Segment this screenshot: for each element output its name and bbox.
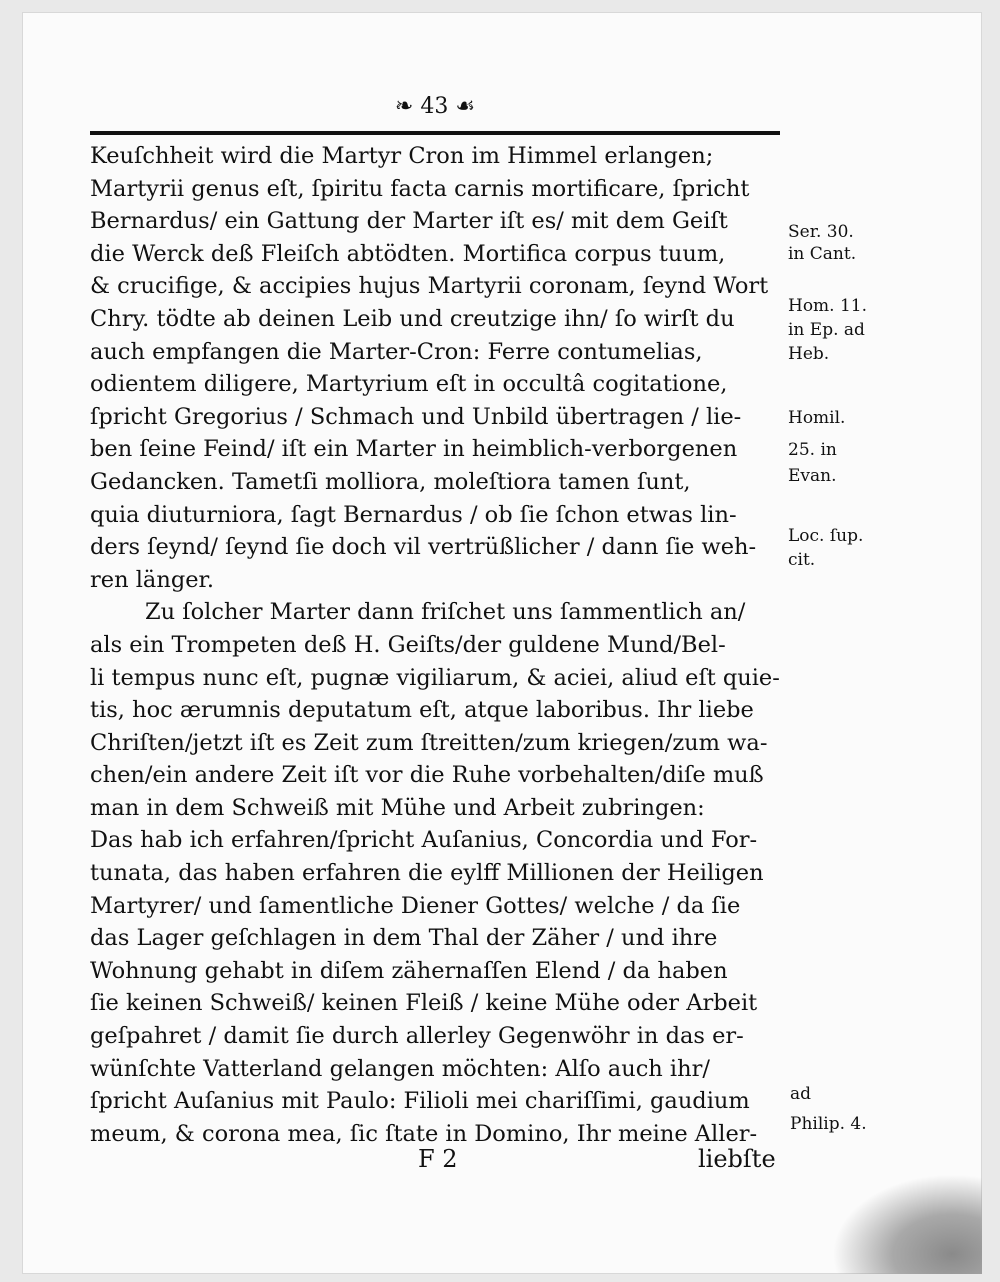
margin-note: Homil. [788,408,846,428]
text-line: & crucifige, & accipies hujus Martyrii coronam, ſeynd Wort [90,273,769,300]
text-line: odientem diligere, Martyrium eſt in occultâ cogitatione, [90,371,728,398]
margin-note: Philip. 4. [790,1114,867,1134]
ornament-right-icon: ☙ [455,94,476,119]
text-line: das Lager geſchlagen in dem Thal der Zäher / und ihre [90,925,718,952]
text-line: Martyrii genus eſt, ſpiritu facta carnis mortificare, ſpricht [90,175,750,202]
text-line: man in dem Schweiß mit Mühe und Arbeit zubringen: [90,794,705,821]
text-line: auch empfangen die Marter-Cron: Ferre contumelias, [90,338,703,365]
text-line: Zu ſolcher Marter dann friſchet uns ſammentlich an/ [145,599,746,626]
margin-note: 25. in [788,440,837,460]
margin-note: in Ep. ad [788,320,865,340]
margin-note: cit. [788,550,816,570]
text-line: li tempus nunc eſt, pugnæ vigiliarum, & aciei, aliud eſt quie- [90,664,780,691]
text-line: ſpricht Auſanius mit Paulo: Filioli mei chariſſimi, gaudium [90,1088,750,1115]
text-line: Chriſten/jetzt iſt es Zeit zum ſtreitten/zum kriegen/zum wa- [90,729,768,756]
page-number: 43 [420,94,449,119]
signature-mark: F 2 [418,1145,458,1173]
text-line: Martyrer/ und ſamentliche Diener Gottes/ welche / da ſie [90,892,741,919]
margin-note: Evan. [788,466,837,486]
text-line: die Werck deß Fleiſch abtödten. Mortifica corpus tuum, [90,240,726,267]
text-line: Wohnung gehabt in diſem zähernaſſen Elend / da haben [90,957,728,984]
margin-note: Ser. 30. [788,222,854,242]
text-line: ders ſeynd/ ſeynd ſie doch vil vertrüßlicher / dann ſie weh- [90,534,757,561]
margin-note: in Cant. [788,244,857,264]
page-header [90,94,780,119]
text-line: meum, & corona mea, ſic ſtate in Domino, Ihr meine Aller- [90,1120,758,1147]
ornament-left-icon: ❧ [394,94,414,119]
text-line: chen/ein andere Zeit iſt vor die Ruhe vorbehalten/diſe muß [90,762,764,789]
text-line: tis, hoc ærumnis deputatum eſt, atque laboribus. Ihr liebe [90,697,754,724]
text-line: Chry. tödte ab deinen Leib und creutzige ihn/ ſo wirſt du [90,305,735,332]
margin-note: Hom. 11. [788,296,868,316]
margin-note: Loc. ſup. [788,526,864,546]
text-line: Keuſchheit wird die Martyr Cron im Himmel erlangen; [90,143,714,169]
text-line: wünſchte Vatterland gelangen möchten: Alſo auch ihr/ [90,1055,710,1082]
text-line: Gedancken. Tametſi molliora, moleſtiora tamen ſunt, [90,468,691,495]
text-line: quia diuturniora, ſagt Bernardus / ob ſie ſchon etwas lin- [90,501,737,528]
catchword: liebſte [698,1145,776,1173]
text-line: ren länger. [90,566,214,593]
text-line: Das hab ich erfahren/ſpricht Auſanius, Concordia und For- [90,827,758,854]
text-line: Bernardus/ ein Gattung der Marter iſt es/ mit dem Geiſt [90,208,728,235]
text-line: ben ſeine Feind/ iſt ein Marter in heimblich-verborgenen [90,436,738,463]
scan-thumb-shadow [832,1174,982,1274]
main-text [90,140,780,1150]
margin-note: Heb. [788,344,830,364]
text-line: geſpahret / damit ſie durch allerley Gegenwöhr in das er- [90,1023,744,1050]
text-line: tunata, das haben erfahren die eylff Millionen der Heiligen [90,860,764,887]
margin-note: ad [790,1084,812,1104]
text-line: ſie keinen Schweiß/ keinen Fleiß / keine Mühe oder Arbeit [90,990,758,1017]
header-rule [90,131,780,135]
text-line: ſpricht Gregorius / Schmach und Unbild übertragen / lie- [90,403,742,430]
text-line: als ein Trompeten deß H. Geiſts/der guldene Mund/Bel- [90,631,726,658]
